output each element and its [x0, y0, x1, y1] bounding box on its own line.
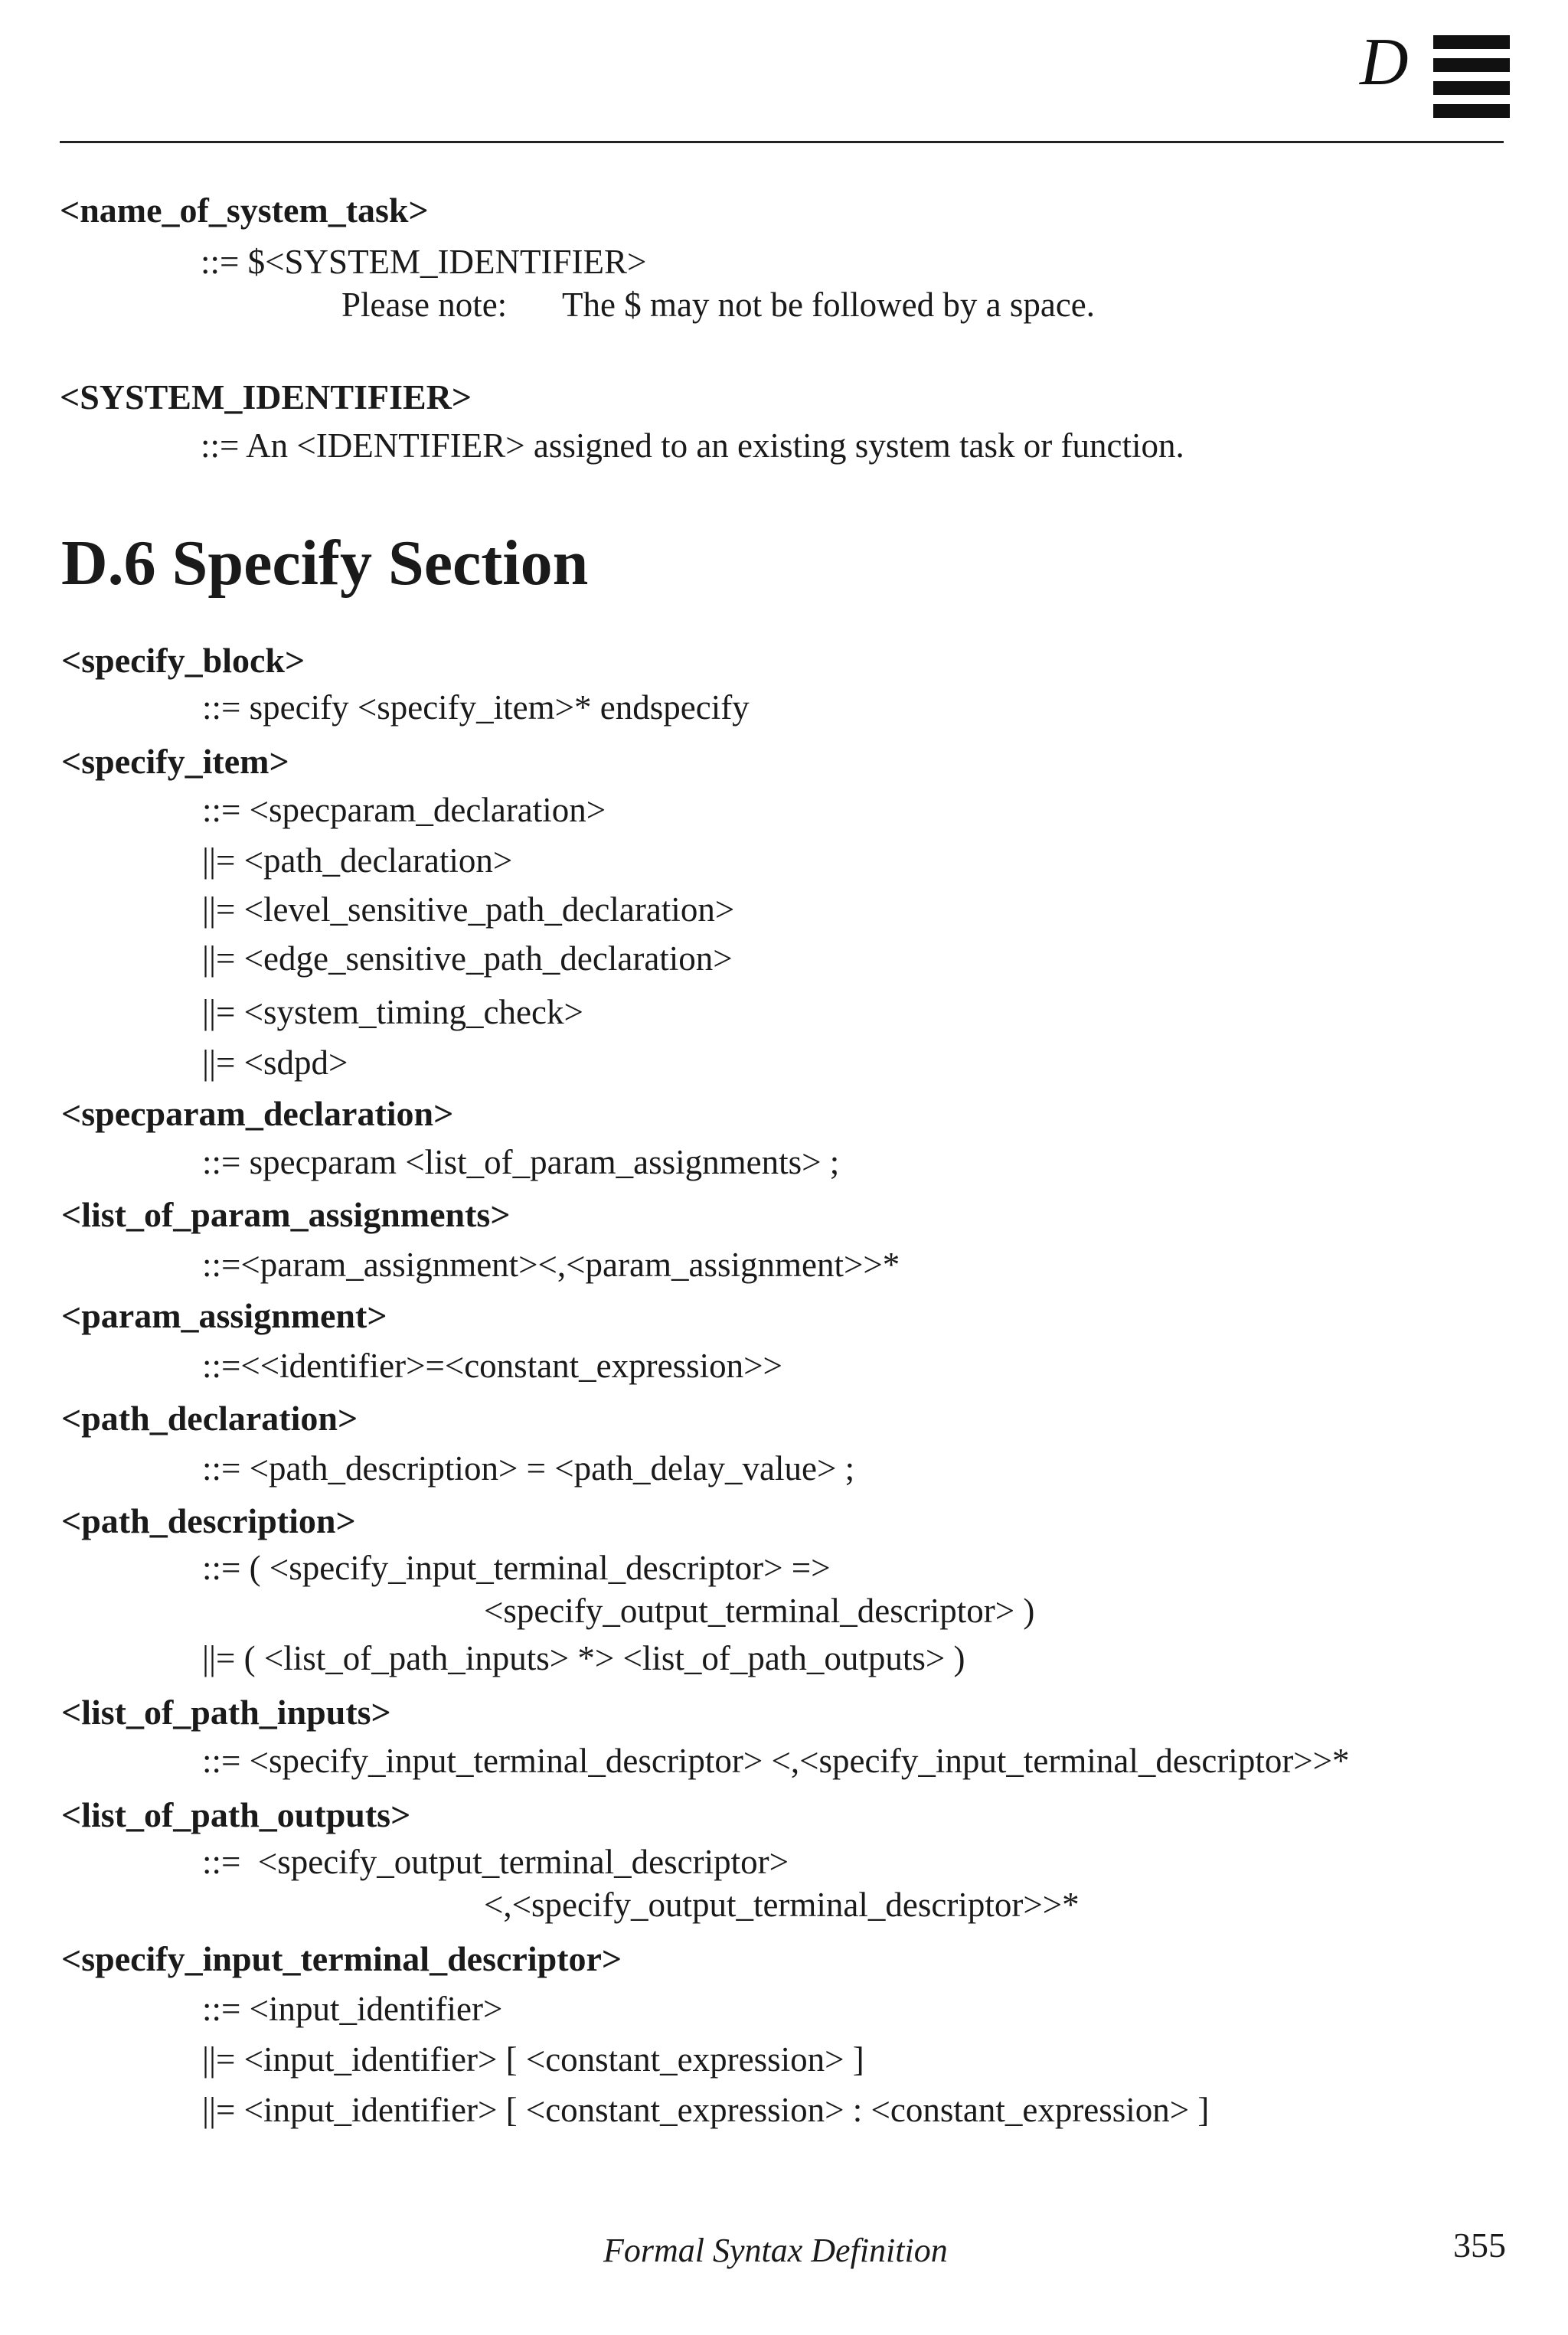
chapter-letter: D	[1360, 25, 1409, 100]
chapter-thumb-tab-icon	[1433, 35, 1510, 119]
note-text: The $ may not be followed by a space.	[562, 286, 1096, 324]
header-rule	[60, 141, 1504, 143]
thumb-bar	[1433, 104, 1510, 118]
rule-definition: ::= <specparam_declaration>	[202, 791, 606, 829]
rule-name: <specparam_declaration>	[61, 1094, 454, 1133]
rule-name: <list_of_path_outputs>	[61, 1795, 411, 1834]
running-footer-title: Formal Syntax Definition	[603, 2232, 948, 2269]
rule-name: <param_assignment>	[61, 1296, 387, 1335]
rule-alternative: ||= <level_sensitive_path_declaration>	[202, 890, 735, 929]
rule-alternative: ||= <system_timing_check>	[202, 993, 583, 1031]
rule-alternative: ||= <path_declaration>	[202, 841, 513, 880]
rule-definition: ::= <specify_input_terminal_descriptor> <,<specify_input_terminal_descriptor>>*	[202, 1742, 1350, 1780]
rule-name: <specify_item>	[61, 742, 289, 781]
rule-name: <specify_input_terminal_descriptor>	[61, 1939, 622, 1978]
rule-definition-continued: <specify_output_terminal_descriptor> )	[484, 1592, 1035, 1630]
rule-name: <name_of_system_task>	[60, 191, 429, 230]
section-title: D.6 Specify Section	[61, 527, 589, 599]
page-number: 355	[1453, 2226, 1506, 2265]
rule-definition: ::= <input_identifier>	[202, 1990, 503, 2028]
rule-definition: ::=<param_assignment><,<param_assignment>>*	[202, 1246, 900, 1284]
rule-definition: ::=<<identifier>=<constant_expression>>	[202, 1347, 782, 1385]
rule-name: <list_of_param_assignments>	[61, 1195, 511, 1234]
rule-definition: ::= specparam <list_of_param_assignments> ;	[202, 1143, 840, 1181]
rule-name: <list_of_path_inputs>	[61, 1693, 391, 1732]
rule-name: <path_description>	[61, 1501, 356, 1540]
rule-definition: ::= specify <specify_item>* endspecify	[202, 688, 750, 727]
rule-definition: ::= An <IDENTIFIER> assigned to an existing system task or function.	[201, 426, 1184, 465]
rule-alternative: ||= ( <list_of_path_inputs> *> <list_of_path_outputs> )	[202, 1639, 965, 1677]
rule-alternative: ||= <input_identifier> [ <constant_expression> ]	[202, 2040, 864, 2079]
rule-name: <specify_block>	[61, 641, 305, 680]
note-label: Please note:	[341, 286, 508, 324]
rule-definition-continued: <,<specify_output_terminal_descriptor>>*	[484, 1886, 1080, 1924]
rule-alternative: ||= <sdpd>	[202, 1043, 348, 1082]
rule-definition: ::= ( <specify_input_terminal_descriptor> =>	[202, 1549, 831, 1587]
rule-definition: ::= <specify_output_terminal_descriptor>	[202, 1843, 789, 1881]
rule-definition: ::= <path_description> = <path_delay_value> ;	[202, 1449, 855, 1488]
thumb-bar	[1433, 81, 1510, 95]
thumb-bar	[1433, 35, 1510, 49]
rule-alternative: ||= <edge_sensitive_path_declaration>	[202, 939, 733, 978]
rule-name: <path_declaration>	[61, 1399, 358, 1438]
rule-name: <SYSTEM_IDENTIFIER>	[60, 377, 472, 416]
thumb-bar	[1433, 58, 1510, 72]
rule-alternative: ||= <input_identifier> [ <constant_expression> : <constant_expression> ]	[202, 2091, 1210, 2129]
rule-definition: ::= $<SYSTEM_IDENTIFIER>	[201, 243, 647, 281]
